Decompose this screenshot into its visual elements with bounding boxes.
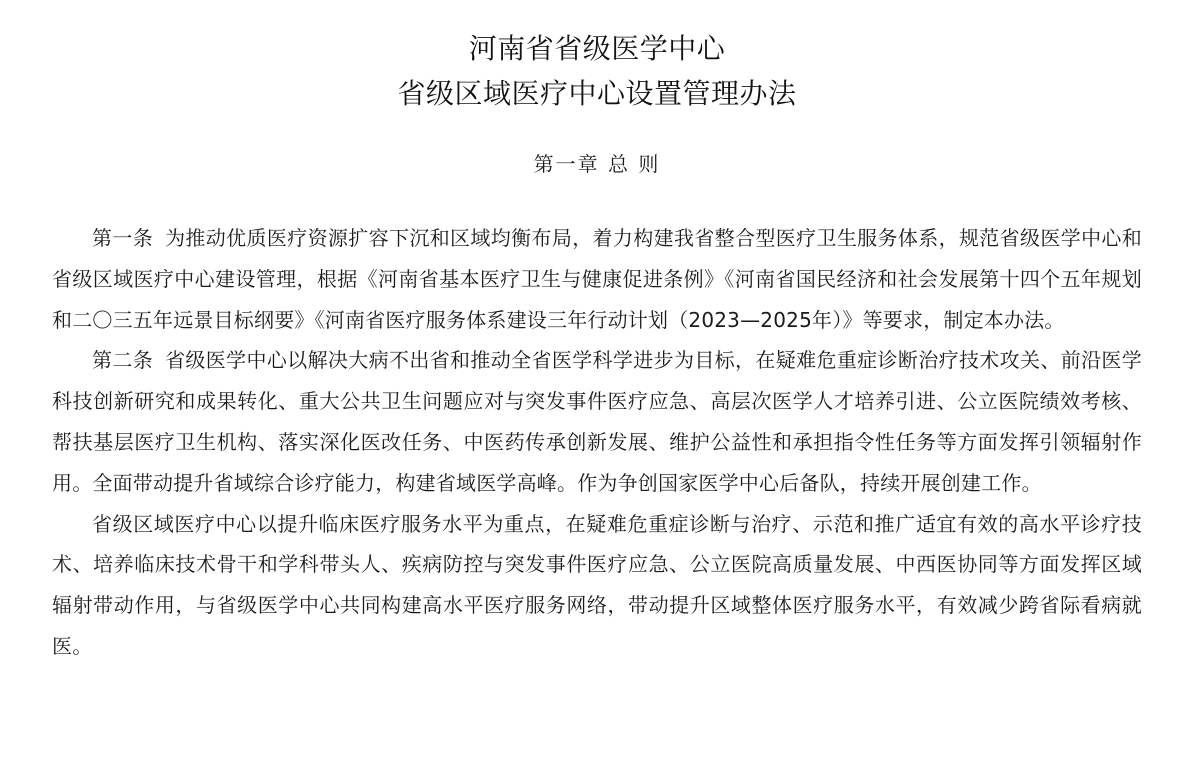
document-title <box>52 0 1142 116</box>
article-1-text: 为推动优质医疗资源扩容下沉和区域均衡布局，着力构建我省整合型医疗卫生服务体系，规范省级医学中心和省级区域医疗中心建设管理，根据《河南省基本医疗卫生与健康促进条例》《河南省国民经济和社会发展第十四个五年规划和二〇三五年远景目标纲要》《河南省医疗服务体系建设三年行动计划（2023—2025年）》等要求，制定本办法。 <box>52 226 1142 332</box>
article-2-continuation-paragraph <box>52 504 1142 667</box>
chapter-heading: 第一章 总 则 <box>533 152 661 176</box>
article-1-label: 第一条 <box>92 226 154 250</box>
article-1-paragraph <box>52 218 1142 340</box>
article-2-paragraph <box>52 340 1142 503</box>
article-2-text: 省级医学中心以解决大病不出省和推动全省医学科学进步为目标，在疑难危重症诊断治疗技术攻关、前沿医学科技创新研究和成果转化、重大公共卫生问题应对与突发事件医疗应急、高层次医学人才培养引进、公立医院绩效考核、帮扶基层医疗卫生机构、落实深化医改任务、中医药传承创新发展、维护公益性和承担指令性任务等方面发挥引领辐射作用。全面带动提升省域综合诊疗能力，构建省域医学高峰。作为争创国家医学中心后备队，持续开展创建工作。 <box>52 348 1142 495</box>
article-2-label: 第二条 <box>92 348 154 373</box>
document-page <box>52 0 1142 667</box>
title-line-1: 河南省省级医学中心 <box>468 32 726 65</box>
title-line-2: 省级区域医疗中心设置管理办法 <box>397 77 797 110</box>
article-2-continuation-text: 省级区域医疗中心以提升临床医疗服务水平为重点，在疑难危重症诊断与治疗、示范和推广适宜有效的高水平诊疗技术、培养临床技术骨干和学科带头人、疾病防控与突发事件医疗应急、公立医院高质量发展、中西医协同等方面发挥区域辐射带动作用，与省级医学中心共同构建高水平医疗服务网络，带动提升区域整体医疗服务水平，有效减少跨省际看病就医。 <box>52 511 1142 658</box>
